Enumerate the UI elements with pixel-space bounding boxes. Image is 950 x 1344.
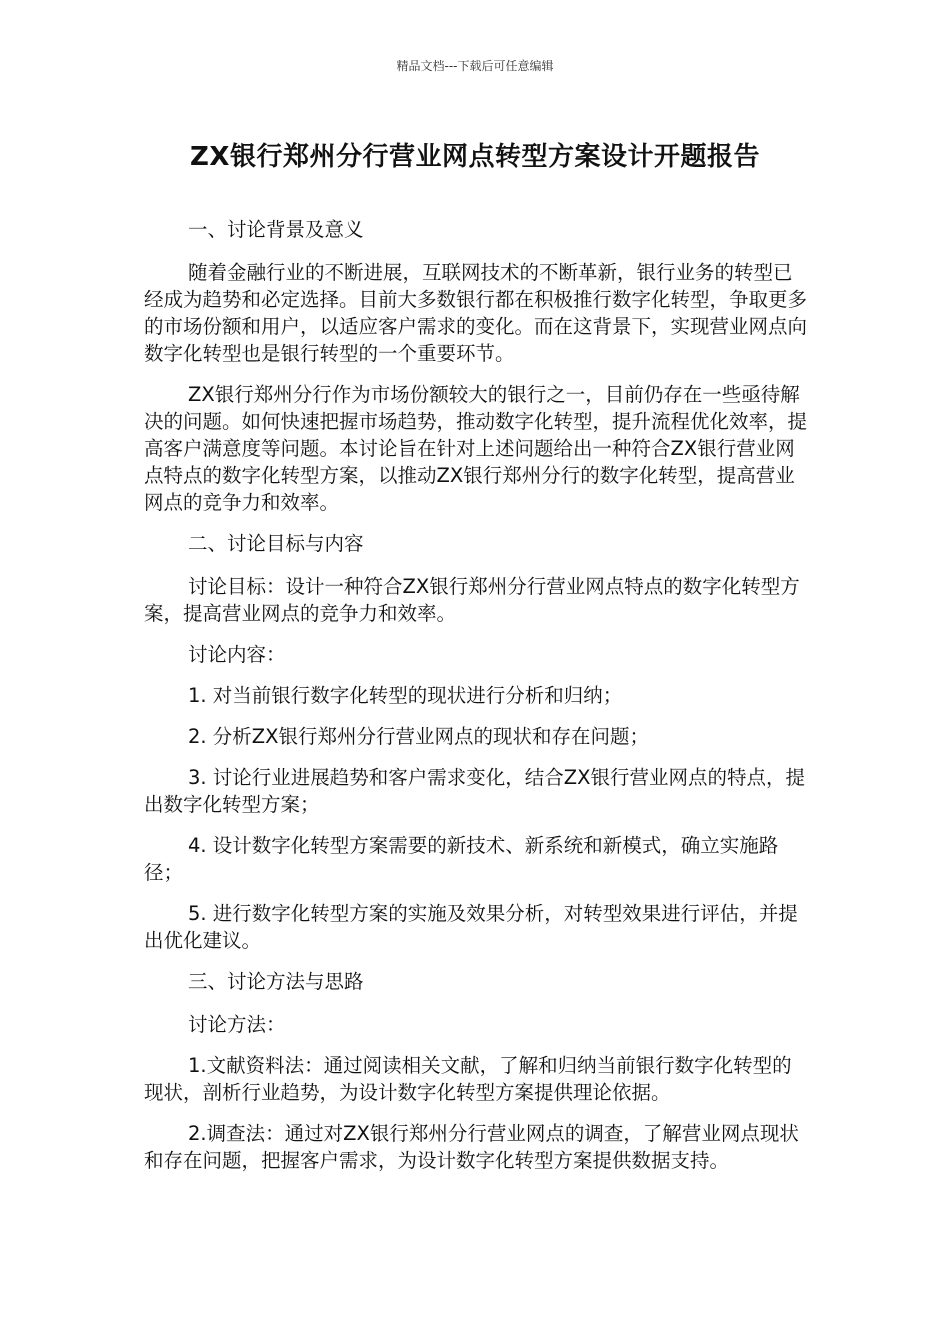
list-item: 3. 讨论行业进展趋势和客户需求变化，结合ZX银行营业网点的特点，提出数字化转型方案；: [144, 766, 806, 816]
header-note: 精品文档---下载后可任意编辑: [396, 59, 554, 73]
list-item: 2.调查法：通过对ZX银行郑州分行营业网点的调查，了解营业网点现状和存在问题，把握客户需求，为设计数字化转型方案提供数据支持。: [144, 1122, 799, 1172]
paragraph: 讨论内容：: [188, 643, 286, 666]
document-title: ZX银行郑州分行营业网点转型方案设计开题报告: [190, 142, 760, 172]
list-item: 1.文献资料法：通过阅读相关文献，了解和归纳当前银行数字化转型的现状，剖析行业趋势，为设计数字化转型方案提供理论依据。: [144, 1054, 792, 1104]
paragraph: ZX银行郑州分行作为市场份额较大的银行之一，目前仍存在一些亟待解决的问题。如何快速把握市场趋势，推动数字化转型，提升流程优化效率，提高客户满意度等问题。本讨论旨在针对上述问题给出一种符合ZX银行营业网点特点的数字化转型方案，以推动ZX银行郑州分行的数字化转型，提高营业网点的竞争力和效率。: [144, 383, 808, 514]
paragraph: 讨论目标：设计一种符合ZX银行郑州分行营业网点特点的数字化转型方案，提高营业网点的竞争力和效率。: [144, 575, 800, 625]
section-heading: 二、讨论目标与内容: [188, 532, 364, 555]
paragraph: 讨论方法：: [188, 1013, 286, 1036]
list-item: 2. 分析ZX银行郑州分行营业网点的现状和存在问题；: [188, 725, 650, 748]
section-heading: 一、讨论背景及意义: [188, 218, 364, 241]
paragraph: 随着金融行业的不断进展，互联网技术的不断革新，银行业务的转型已经成为趋势和必定选择。目前大多数银行都在积极推行数字化转型，争取更多的市场份额和用户，以适应客户需求的变化。而在这背景下，实现营业网点向数字化转型也是银行转型的一个重要环节。: [144, 261, 808, 365]
section-heading: 三、讨论方法与思路: [188, 970, 364, 993]
list-item: 4. 设计数字化转型方案需要的新技术、新系统和新模式，确立实施路径；: [144, 834, 779, 884]
document-body: [144, 216, 808, 1188]
list-item: 1. 对当前银行数字化转型的现状进行分析和归纳；: [188, 684, 623, 707]
list-item: 5. 进行数字化转型方案的实施及效果分析，对转型效果进行评估，并提出优化建议。: [144, 902, 798, 952]
